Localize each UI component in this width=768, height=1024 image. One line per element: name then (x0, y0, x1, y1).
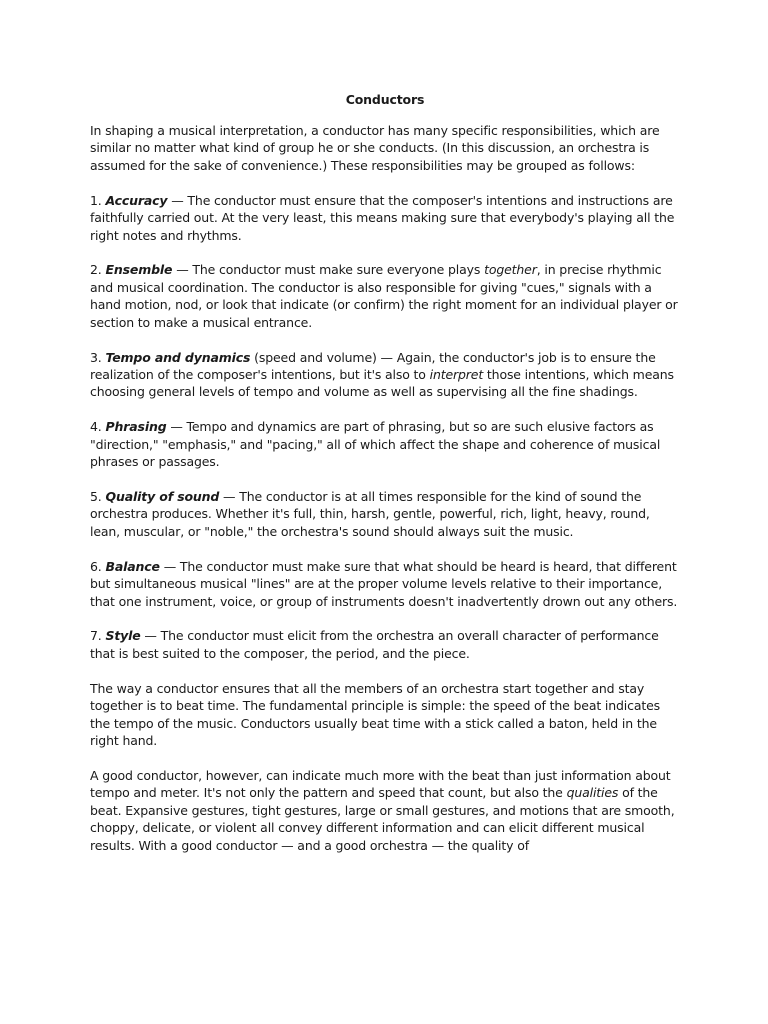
item-text: — The conductor must make sure that what should be heard is heard, that different but simultaneous musical "lines" are at the proper volume levels relative to their importance, that one instrument, voice, or group of instruments doesn't inadvertently drown out any others. (90, 558, 678, 609)
item-number: 1. (90, 192, 102, 208)
item-text: — The conductor must elicit from the orchestra an overall character of performance that is best suited to the composer, the period, and the piece. (90, 628, 659, 661)
item-term: Quality of sound (105, 489, 220, 504)
good-conductor-paragraph (90, 767, 680, 854)
list-item-phrasing (90, 418, 680, 470)
item-number: 5. (90, 489, 102, 504)
list-item-quality-of-sound (90, 488, 680, 540)
item-number: 3. (90, 349, 102, 365)
item-term: Phrasing (105, 419, 167, 435)
intro-paragraph: In shaping a musical interpretation, a conductor has many specific responsibilities, which are similar no matter what kind of group he or she conducts. (In this discussion, an orchestra is assumed for the sake of convenience.) These responsibilities may be grouped as follows: (90, 123, 660, 173)
list-item-tempo-dynamics (90, 349, 680, 401)
list-item-balance (90, 558, 680, 610)
item-number: 6. (90, 558, 102, 574)
list-item-accuracy (90, 192, 680, 244)
item-number: 2. (90, 262, 102, 278)
paragraph-text: of the beat. Expansive gestures, tight gestures, large or small gestures, and motions that are smooth, choppy, delicate, or violent all convey different information and can elicit different musical results. With a good conductor — and a good orchestra — the quality of (90, 785, 675, 853)
item-text: — The conductor is at all times responsible for the kind of sound the orchestra produces. Whether it's full, thin, harsh, gentle, powerful, rich, light, heavy, round, lean, muscular, or "noble," the orchestra's sound should always suit the music. (90, 489, 650, 539)
beat-time-paragraph: The way a conductor ensures that all the members of an orchestra start together and stay together is to beat time. The fundamental principle is simple: the speed of the beat indicates the tempo of the music. Conductors usually beat time with a stick called a baton, held in the right hand. (90, 680, 661, 748)
list-item-style (90, 627, 680, 662)
list-item-ensemble (90, 261, 680, 331)
item-number: 7. (90, 628, 102, 644)
document-body (90, 91, 680, 871)
item-text: , in precise rhythmic and musical coordination. The conductor is also responsible for giving "cues," signals with a hand motion, nod, or look that indicate (or confirm) the right moment for an individual player or section to make a musical entrance. (90, 262, 678, 330)
item-number: 4. (90, 419, 102, 435)
item-emphasis: interpret (429, 366, 484, 382)
item-text: those intentions, which means choosing general levels of tempo and volume as well as supervising all the fine shadings. (90, 366, 674, 400)
item-term: Style (105, 628, 141, 644)
item-term: Accuracy (105, 192, 168, 208)
item-term: Ensemble (105, 262, 173, 278)
item-text: (speed and volume) — Again, the conductor's job is to ensure the realization of the composer's intentions, but it's also to (90, 349, 656, 382)
item-term: Balance (105, 558, 160, 574)
item-emphasis: together (484, 262, 537, 278)
item-text: — Tempo and dynamics are part of phrasing, but so are such elusive factors as "direction," "emphasis," and "pacing," all of which affect the shape and coherence of musical phrases or passages. (90, 419, 661, 470)
page-title: Conductors (345, 92, 425, 107)
item-term: Tempo and dynamics (105, 349, 251, 365)
paragraph-text: A good conductor, however, can indicate much more with the beat than just information about tempo and meter. It's not only the pattern and speed that count, but also the (90, 767, 671, 801)
item-text: — The conductor must ensure that the composer's intentions and instructions are faithfully carried out. At the very least, this means making sure that everybody's playing all the right notes and rhythms. (90, 192, 675, 243)
paragraph-emphasis: qualities (566, 785, 619, 801)
item-text: — The conductor must make sure everyone plays (172, 262, 485, 278)
